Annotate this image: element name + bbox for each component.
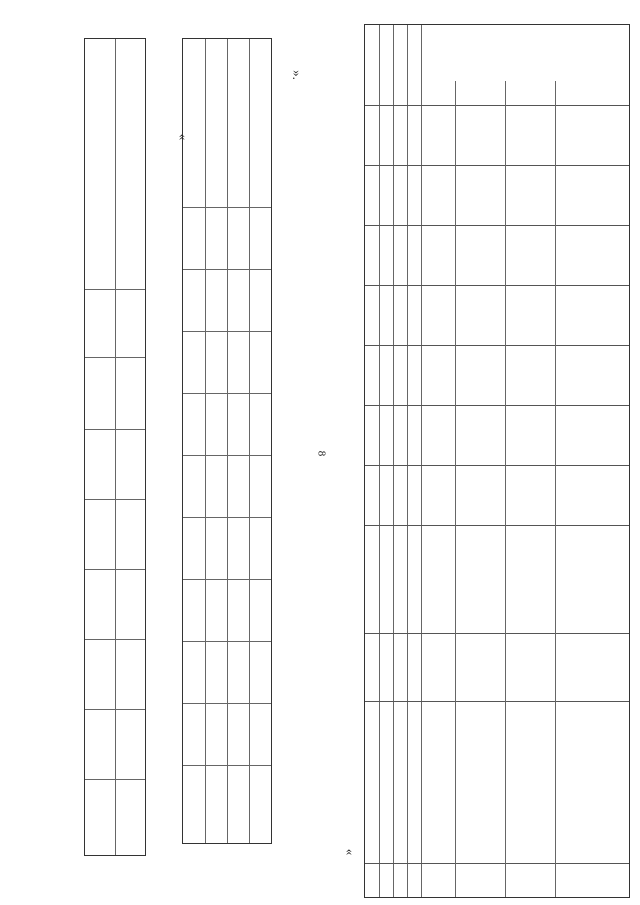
table-subprogram-1-total bbox=[182, 38, 272, 844]
section-intro bbox=[298, 135, 314, 755]
close-quote: ». bbox=[290, 70, 305, 80]
table-rule bbox=[365, 225, 629, 226]
page-number: 8 bbox=[315, 450, 328, 457]
table-rule bbox=[365, 285, 629, 286]
table-subprogram-3 bbox=[364, 24, 630, 898]
open-quote-section: « bbox=[343, 848, 358, 856]
section-title bbox=[320, 135, 336, 755]
table-rule bbox=[421, 25, 422, 897]
table-rule bbox=[407, 25, 408, 897]
table-rule bbox=[365, 105, 629, 106]
table-rule bbox=[365, 345, 629, 346]
table-rule bbox=[115, 39, 116, 855]
table-rule bbox=[365, 863, 629, 864]
table-subprogram-1-tail bbox=[84, 38, 146, 856]
table-rule bbox=[249, 39, 250, 843]
table-rule bbox=[365, 701, 629, 702]
table-rule bbox=[365, 633, 629, 634]
table-rule bbox=[379, 25, 380, 897]
table-rule bbox=[393, 25, 394, 897]
table-rule bbox=[205, 39, 206, 843]
table-rule bbox=[227, 39, 228, 843]
table-rule bbox=[365, 465, 629, 466]
table-rule bbox=[455, 81, 456, 897]
table-rule bbox=[555, 81, 556, 897]
table-rule bbox=[365, 165, 629, 166]
open-quote: « bbox=[176, 133, 191, 141]
subprogram-total-heading bbox=[152, 135, 168, 755]
table-rule bbox=[365, 405, 629, 406]
table-rule bbox=[365, 525, 629, 526]
table-rule bbox=[505, 81, 506, 897]
